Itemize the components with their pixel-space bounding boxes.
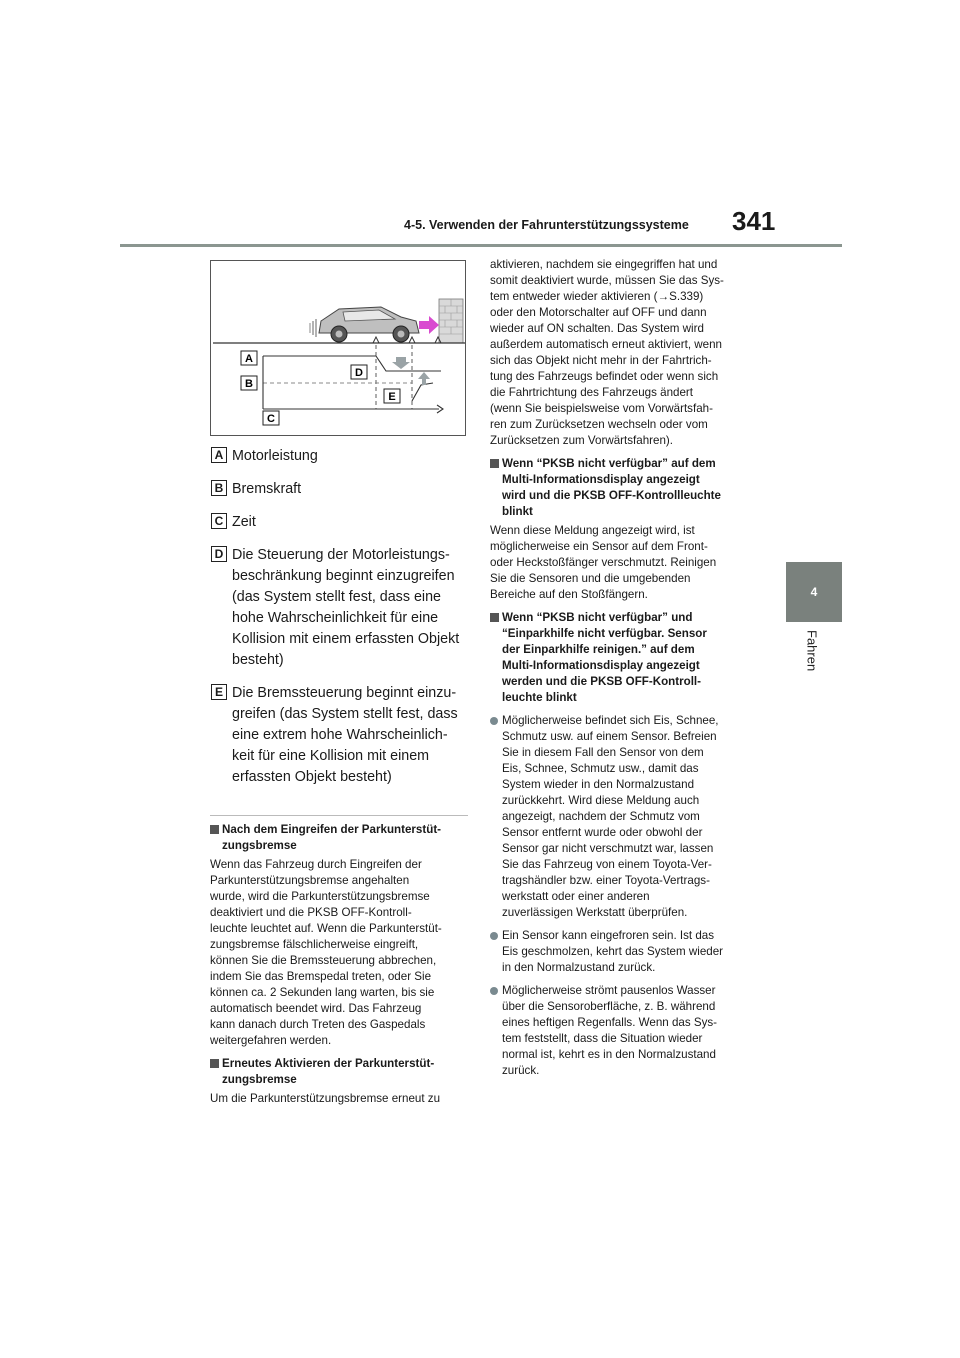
bullet-frozen-sensor xyxy=(490,928,762,976)
text-line: Sensor entfernt wurde oder obwohl der xyxy=(502,826,703,839)
legend-key-d: D xyxy=(211,546,227,562)
text-line: wieder auf ON schalten. Das System wird xyxy=(490,322,704,335)
legend-line: hohe Wahrscheinlichkeit für eine xyxy=(232,610,439,626)
text-line: indem Sie das Bremspedal treten, oder Sie xyxy=(210,970,432,983)
legend-line: erfassten Objekt besteht) xyxy=(232,769,392,785)
heading-line: zungsbremse xyxy=(222,839,297,852)
text-line: tung des Fahrzeugs befindet oder wenn sich xyxy=(490,370,719,383)
heading-line: blinkt xyxy=(502,505,533,518)
section-divider xyxy=(210,815,468,816)
text-line: die Fahrtrichtung des Fahrzeugs ändert xyxy=(490,386,694,399)
text-line: Zurücksetzen zum Vorwärtsfahren). xyxy=(490,434,673,447)
heading-line: wird und die PKSB OFF-Kontrollleuchte xyxy=(502,489,721,502)
text-line: Möglicherweise befindet sich Eis, Schnee, xyxy=(502,714,719,727)
text-line: (wenn Sie beispielsweise vom Vorwärtsfah- xyxy=(490,402,713,415)
text-line: eines heftigen Regenfalls. Wenn das Sys- xyxy=(502,1016,718,1029)
text-line: Möglicherweise strömt pausenlos Wasser xyxy=(502,984,716,997)
label-box-b xyxy=(241,376,257,390)
round-bullet-icon xyxy=(490,932,498,940)
square-bullet-icon xyxy=(490,613,499,622)
label-box-e xyxy=(384,389,400,403)
text-line: können Sie die Bremssteuerung abbrechen, xyxy=(210,954,437,967)
section-heading-reactivate xyxy=(210,1056,472,1088)
text-line: tragshändler bzw. einer Toyota-Vertrags- xyxy=(502,874,710,887)
legend-line: Motorleistung xyxy=(232,448,318,464)
label-d-text: D xyxy=(355,367,363,379)
right-column xyxy=(490,257,762,1079)
section-heading-sensor-clean xyxy=(490,610,762,706)
text-line: Ein Sensor kann eingefroren sein. Ist das xyxy=(502,929,715,942)
text-line: Eis, Schnee, Schmutz usw., damit das xyxy=(502,762,699,775)
legend-text-c xyxy=(232,512,474,533)
label-b-text: B xyxy=(245,378,253,390)
heading-line: Multi-Informationsdisplay angezeigt xyxy=(502,473,700,486)
heading-line: “Einparkhilfe nicht verfügbar. Sensor xyxy=(502,627,707,640)
sensor-arrow xyxy=(419,316,439,334)
section-title: 4-5. Verwenden der Fahrunterstützungssysteme xyxy=(404,218,689,232)
heading-line: Wenn “PKSB nicht verfügbar” auf dem xyxy=(502,457,716,470)
text-line: Sie das Fahrzeug von einem Toyota-Ver- xyxy=(502,858,712,871)
heading-line: der Einparkhilfe reinigen.” auf dem xyxy=(502,643,695,656)
text-line: angezeigt, nachdem der Schmutz vom xyxy=(502,810,700,823)
text-line: tem feststellt, dass die Situation wieder xyxy=(502,1032,703,1045)
text-line: zungsbremse fälschlicherweise eingreift, xyxy=(210,938,419,951)
time-markers xyxy=(373,337,441,409)
label-box-d xyxy=(351,365,367,379)
text-line: tem entweder wieder aktivieren (→S.339) xyxy=(490,290,704,303)
square-bullet-icon xyxy=(490,459,499,468)
paragraph-pksb-unavailable xyxy=(490,523,762,603)
chapter-label-box xyxy=(786,628,842,688)
legend-key-a: A xyxy=(211,447,227,463)
paragraph-reactivate-continued xyxy=(490,257,762,449)
heading-line: werden und die PKSB OFF-Kontroll- xyxy=(502,675,702,688)
heading-line: Multi-Informationsdisplay angezeigt xyxy=(502,659,700,672)
text-line: Bereiche auf den Stoßfängern. xyxy=(490,588,648,601)
text-line: System wieder in den Normalzustand xyxy=(502,778,695,791)
legend-key-e: E xyxy=(211,684,227,700)
chapter-number: 4 xyxy=(810,585,818,599)
header-divider xyxy=(120,244,842,247)
legend-line: besteht) xyxy=(232,652,284,668)
text-line: aktivieren, nachdem sie eingegriffen hat und xyxy=(490,258,718,271)
legend-line: Kollision mit einem erfassten Objekt xyxy=(232,631,460,647)
text-line: leuchte leuchtet auf. Wenn die Parkunterstüt- xyxy=(210,922,442,935)
label-box-a xyxy=(241,351,257,365)
text-line: Sie die Sensoren und die umgebenden xyxy=(490,572,691,585)
brake-apply-arrow xyxy=(418,372,430,385)
engine-limit-arrow xyxy=(392,357,410,369)
text-line: sich das Objekt nicht mehr in der Fahrtrich- xyxy=(490,354,712,367)
legend-text-a xyxy=(232,446,474,467)
text-line: möglicherweise ein Sensor auf dem Front- xyxy=(490,540,708,553)
legend-key-b: B xyxy=(211,480,227,496)
heading-line: Wenn “PKSB nicht verfügbar” und xyxy=(502,611,693,624)
square-bullet-icon xyxy=(210,825,219,834)
heading-line: zungsbremse xyxy=(222,1073,297,1086)
label-e-text: E xyxy=(388,391,396,403)
brick-wall xyxy=(439,299,463,343)
legend-line: Die Bremssteuerung beginnt einzu- xyxy=(232,685,457,701)
text-line: wurde, wird die Parkunterstützungsbremse xyxy=(210,890,430,903)
legend-text-b xyxy=(232,479,474,500)
legend-line: greifen (das System stellt fest, dass xyxy=(232,706,458,722)
paragraph-reactivate xyxy=(210,1091,472,1107)
label-box-c xyxy=(263,411,279,425)
text-line: zurückkehrt. Wird diese Meldung auch xyxy=(502,794,700,807)
text-line: Um die Parkunterstützungsbremse erneut zu xyxy=(210,1092,441,1105)
text-line: Sensor gar nicht verschmutzt war, lassen xyxy=(502,842,714,855)
engine-output-reduced xyxy=(376,356,441,371)
label-c-text: C xyxy=(267,413,275,425)
text-line: über die Sensoroberfläche, z. B. während xyxy=(502,1000,716,1013)
paragraph-after-intervention xyxy=(210,857,472,1049)
heading-line: leuchte blinkt xyxy=(502,691,577,704)
text-line: oder Heckstoßfänger verschmutzt. Reinigen xyxy=(490,556,717,569)
round-bullet-icon xyxy=(490,987,498,995)
legend-line: Die Steuerung der Motorleistungs- xyxy=(232,547,450,563)
left-column xyxy=(210,822,472,1107)
section-heading-after-intervention xyxy=(210,822,472,854)
text-line: Sie in diesem Fall den Sensor von dem xyxy=(502,746,704,759)
chapter-tab xyxy=(786,562,842,622)
text-line: oder den Motorschalter auf OFF und dann xyxy=(490,306,707,319)
round-bullet-icon xyxy=(490,717,498,725)
text-line: in den Normalzustand zurück. xyxy=(502,961,656,974)
text-line: außerdem automatisch erneut aktiviert, wenn xyxy=(490,338,722,351)
pksb-diagram xyxy=(210,260,466,436)
legend-text-d xyxy=(232,545,474,671)
text-line: deaktiviert und die PKSB OFF-Kontroll- xyxy=(210,906,412,919)
text-line: ren zum Zurücksetzen wechseln oder vom xyxy=(490,418,708,431)
legend-line: Zeit xyxy=(232,514,256,530)
car-illustration xyxy=(310,307,419,342)
legend-line: beschränkung beginnt einzugreifen xyxy=(232,568,455,584)
legend-text-e xyxy=(232,683,474,788)
text-line: zurück. xyxy=(502,1064,540,1077)
heading-line: Erneutes Aktivieren der Parkunterstüt- xyxy=(222,1057,435,1070)
text-line: werkstatt oder einer anderen xyxy=(502,890,650,903)
text-line: weitergefahren werden. xyxy=(210,1034,332,1047)
text-line: kann danach durch Treten des Gaspedals xyxy=(210,1018,426,1031)
pksb-diagram-svg xyxy=(211,261,467,437)
legend-line: Bremskraft xyxy=(232,481,302,497)
bullet-water-flow xyxy=(490,983,762,1079)
text-line: somit deaktiviert wurde, müssen Sie das Sys- xyxy=(490,274,724,287)
brake-force-curve xyxy=(412,383,433,401)
heading-line: Nach dem Eingreifen der Parkunterstüt- xyxy=(222,823,442,836)
legend-key-c: C xyxy=(211,513,227,529)
text-line: Schmutz usw. auf einem Sensor. Befreien xyxy=(502,730,717,743)
bullet-ice-snow xyxy=(490,713,762,921)
legend-line: keit für eine Kollision mit einem xyxy=(232,748,430,764)
label-a-text: A xyxy=(245,353,253,365)
text-line: Wenn das Fahrzeug durch Eingreifen der xyxy=(210,858,422,871)
legend-line: (das System stellt fest, dass eine xyxy=(232,589,441,605)
section-heading-pksb-unavailable xyxy=(490,456,762,520)
text-line: Eis geschmolzen, kehrt das System wieder xyxy=(502,945,724,958)
text-line: Parkunterstützungsbremse angehalten xyxy=(210,874,410,887)
text-line: normal ist, kehrt es in den Normalzustand xyxy=(502,1048,716,1061)
text-line: zuverlässigen Werkstatt überprüfen. xyxy=(502,906,688,919)
text-line: können ca. 2 Sekunden lang warten, bis sie xyxy=(210,986,435,999)
chapter-label: Fahren xyxy=(804,630,820,672)
square-bullet-icon xyxy=(210,1059,219,1068)
page-number: 341 xyxy=(732,206,776,236)
legend-line: eine extrem hohe Wahrscheinlich- xyxy=(232,727,448,743)
text-line: automatisch beendet wird. Das Fahrzeug xyxy=(210,1002,422,1015)
text-line: Wenn diese Meldung angezeigt wird, ist xyxy=(490,524,695,537)
